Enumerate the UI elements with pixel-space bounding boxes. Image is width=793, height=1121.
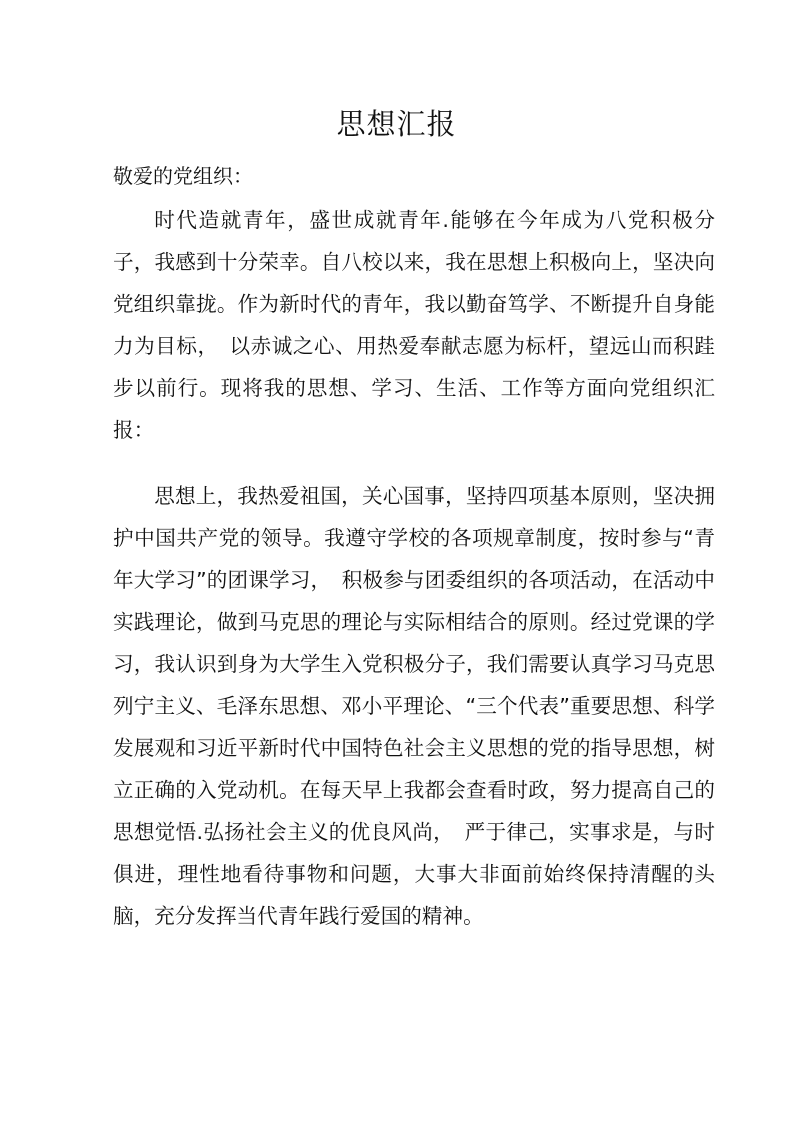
salutation: 敬爱的党组织： — [113, 164, 253, 188]
document-title: 思想汇报 — [336, 107, 457, 141]
paragraph-2: 思想上，我热爱祖国，关心国事，坚持四项基本原则，坚决拥护中国共产党的领导。我遵守学校的各项规章制度，按时参与“青年大学习”的团课学习， 积极参与团委组织的各项活动，在活动中实践理论，做到马克思的理论与实际相结合的原则。经过党课的学习，我认识到身为大学生入党积极分子，我们需要认真学习马克思列宁主义、毛泽东思想、邓小平理论、“三个代表”重要思想、科学发展观和习近平新时代中国特色社会主义思想的党的指导思想，树立正确的入党动机。在每天早上我都会查看时政，努力提高自己的思想觉悟.弘扬社会主义的优良风尚， 严于律己，实事求是，与时俱进，理性地看待事物和问题，大事大非面前始终保持清醒的头脑，充分发挥当代青年践行爱国的精神。 — [113, 484, 715, 928]
paragraph-1: 时代造就青年，盛世成就青年.能够在今年成为八党积极分子，我感到十分荣幸。自八校以来，我在思想上积极向上，坚决向党组织靠拢。作为新时代的青年，我以勤奋笃学、不断提升自身能力为目标， 以赤诚之心、用热爱奉献志愿为标杆，望远山而积跬步以前行。现将我的思想、学习、生活、工作等方面向党组织汇报： — [113, 208, 715, 442]
